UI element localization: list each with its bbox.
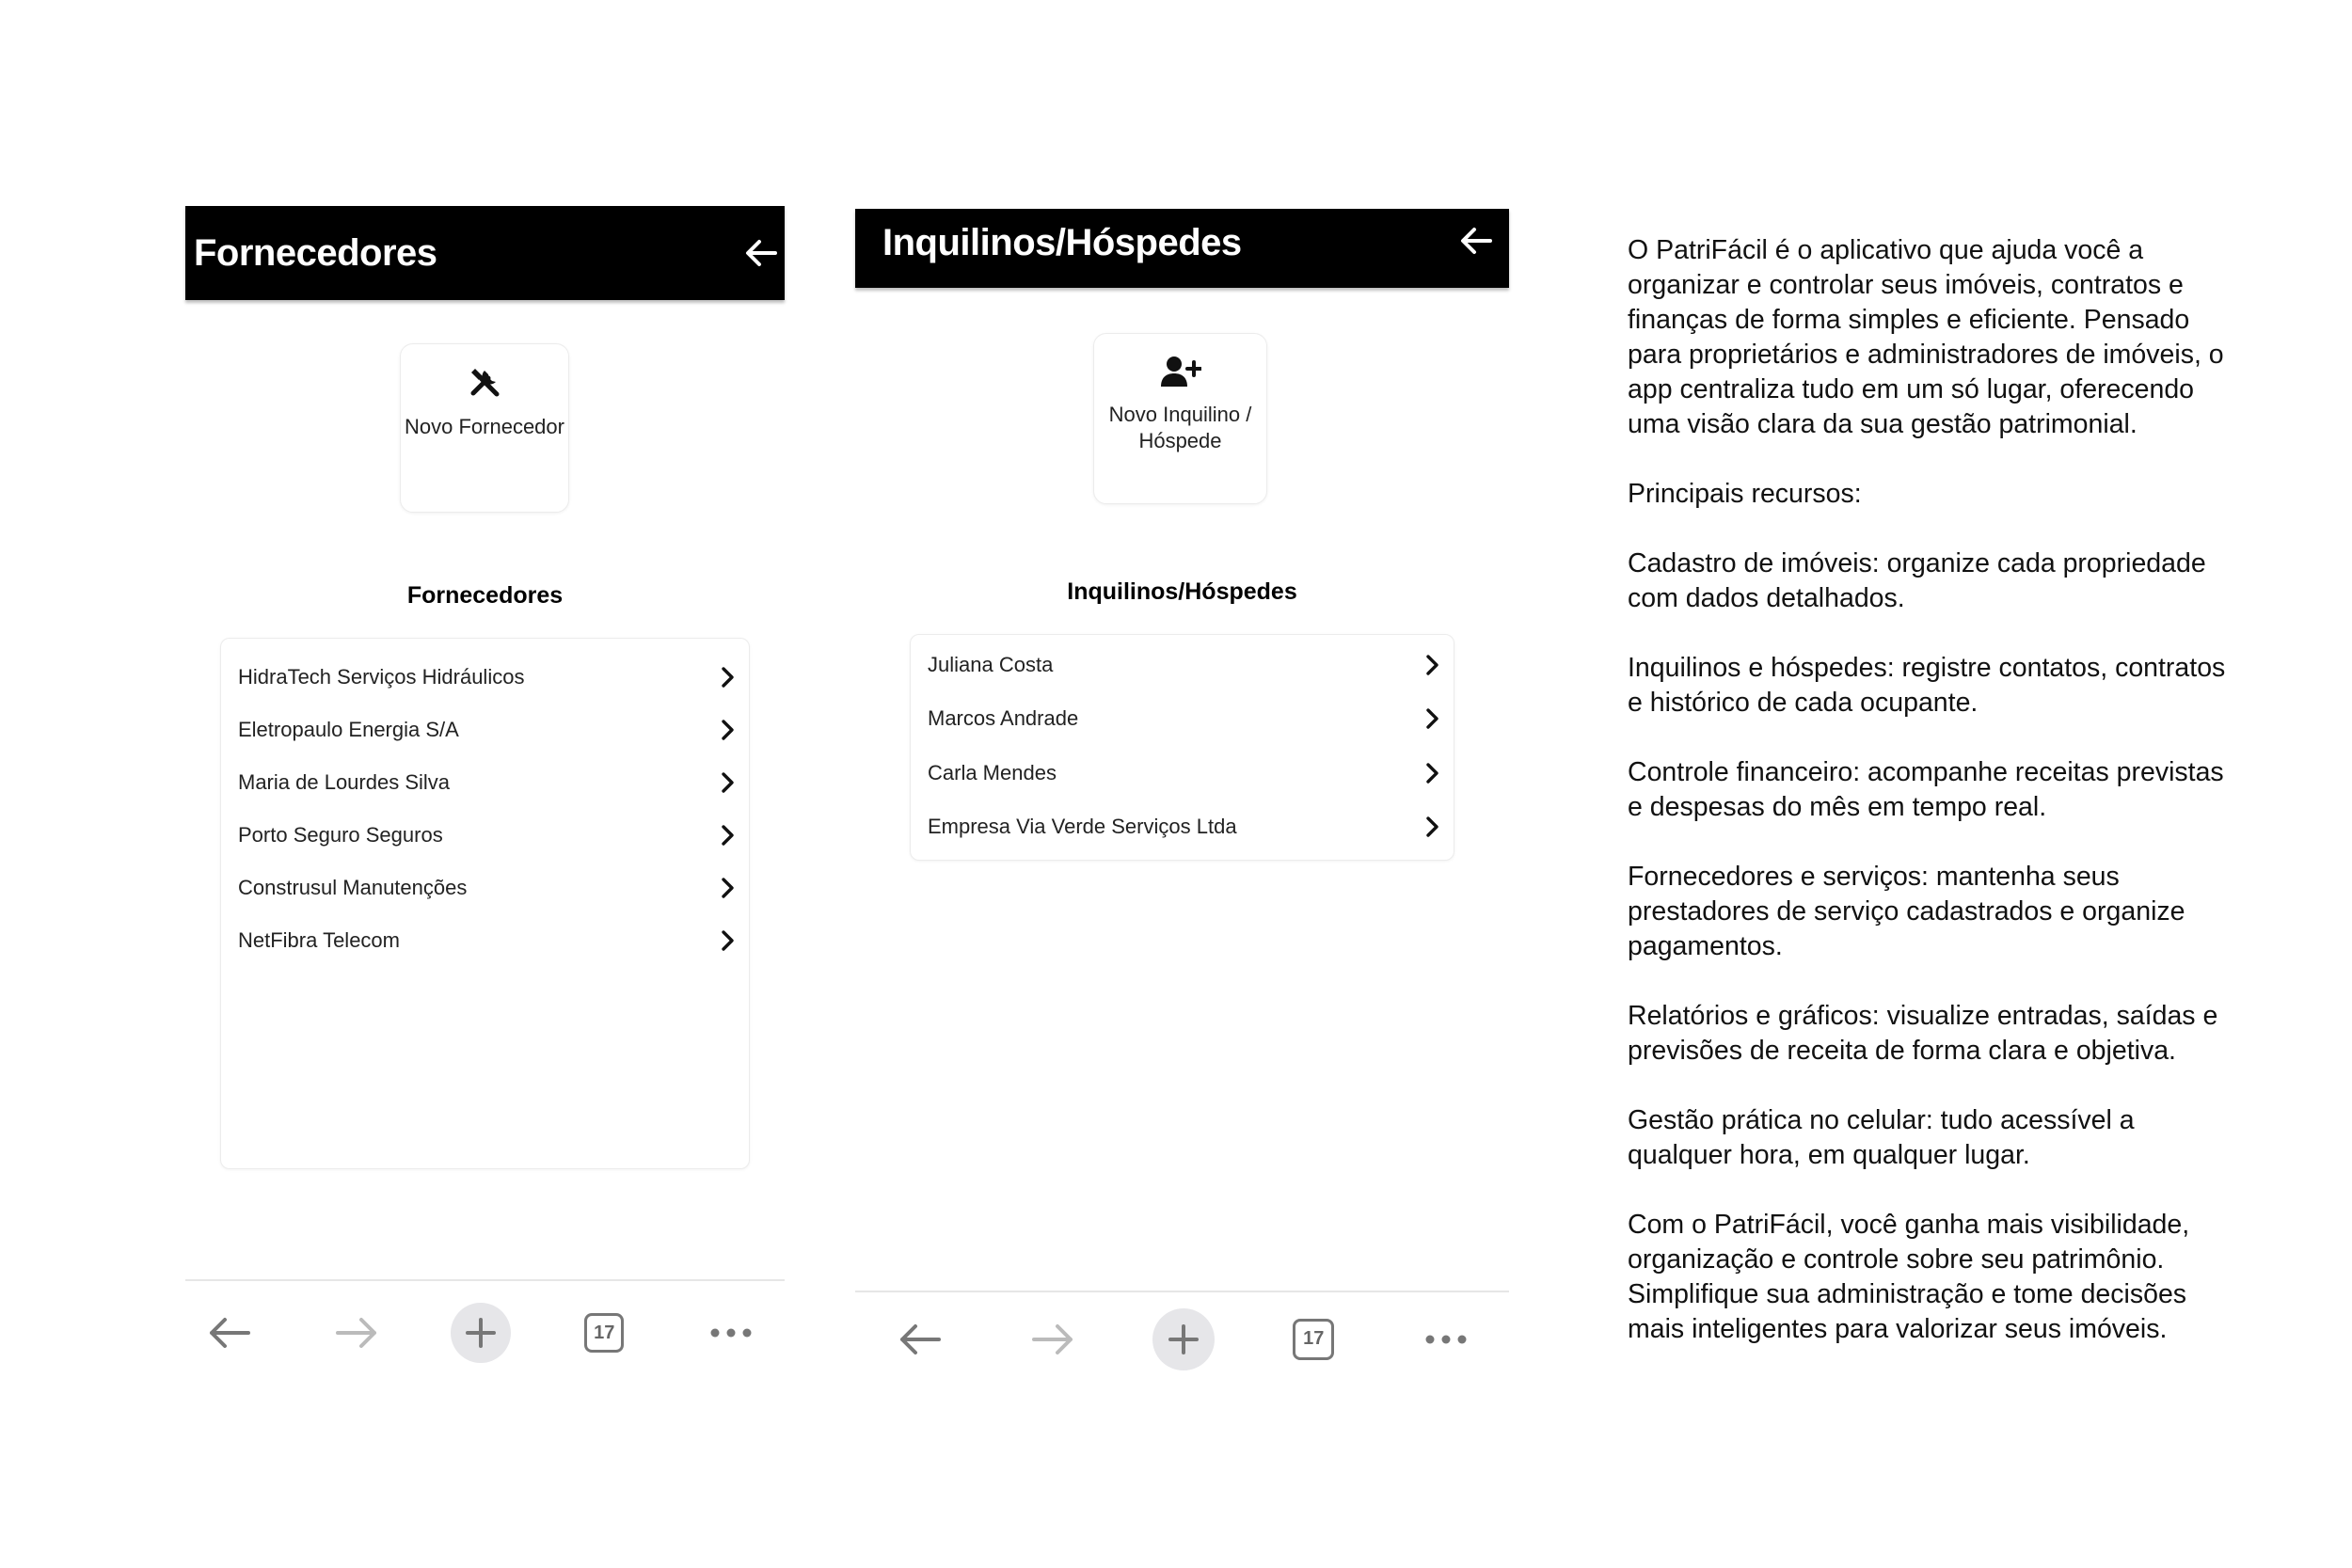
list-item[interactable] — [221, 651, 749, 704]
back-button[interactable] — [1460, 227, 1492, 255]
list-item[interactable] — [911, 638, 1454, 692]
plus-icon — [465, 1317, 497, 1349]
browser-toolbar — [185, 1279, 785, 1385]
tenants-list — [910, 634, 1454, 861]
arrow-left-icon — [208, 1316, 251, 1350]
new-tab-button[interactable] — [451, 1303, 511, 1363]
chevron-right-icon — [721, 666, 736, 689]
tenants-screen — [855, 209, 1509, 1384]
app-description — [1628, 233, 2239, 1364]
description-paragraph: Controle financeiro: acompanhe receitas previstas e despesas do mês em tempo real. — [1628, 757, 2224, 822]
description-paragraph: O PatriFácil é o aplicativo que ajuda você a organizar e controlar seus imóveis, contratos e finanças de forma simples e eficiente. Pensado para proprietários e administradores de imóveis, o app centraliza tudo em um só lugar, oferecendo uma visão clara da sua gestão patrimonial. — [1628, 235, 2224, 439]
list-item-label: Maria de Lourdes Silva — [238, 770, 451, 794]
tabs-count: 17 — [584, 1313, 624, 1353]
tabs-button[interactable] — [1280, 1307, 1346, 1372]
chevron-right-icon — [721, 771, 736, 794]
list-item[interactable] — [221, 809, 749, 862]
new-tab-button[interactable] — [1152, 1308, 1215, 1370]
arrow-left-icon — [1460, 227, 1492, 255]
app-header — [855, 209, 1509, 288]
browser-back-button[interactable] — [887, 1307, 953, 1372]
browser-toolbar — [855, 1291, 1509, 1386]
list-item-label: Construsul Manutenções — [238, 876, 468, 899]
description-paragraph: Principais recursos: — [1628, 479, 1862, 509]
list-item-label: Eletropaulo Energia S/A — [238, 718, 459, 741]
chevron-right-icon — [1425, 816, 1440, 838]
description-paragraph: Gestão prática no celular: tudo acessível a qualquer hora, em qualquer lugar. — [1628, 1105, 2135, 1170]
chevron-right-icon — [1425, 654, 1440, 676]
new-tenant-label: Novo Inquilino / Hóspede — [1108, 403, 1252, 452]
description-paragraph: Inquilinos e hóspedes: registre contatos, contratos e histórico de cada ocupante. — [1628, 653, 2226, 718]
more-icon — [1424, 1334, 1468, 1345]
more-icon — [709, 1327, 753, 1338]
tabs-button[interactable] — [571, 1300, 637, 1366]
arrow-left-icon — [898, 1323, 942, 1356]
list-item[interactable] — [221, 862, 749, 914]
plus-icon — [1168, 1323, 1200, 1355]
description-paragraph: Cadastro de imóveis: organize cada propriedade com dados detalhados. — [1628, 548, 2206, 613]
browser-forward-button[interactable] — [1020, 1307, 1086, 1372]
list-item-label: HidraTech Serviços Hidráulicos — [238, 665, 525, 689]
chevron-right-icon — [1425, 707, 1440, 730]
list-item-label: Marcos Andrade — [928, 706, 1079, 731]
list-item-label: NetFibra Telecom — [238, 928, 400, 952]
section-title: Inquilinos/Hóspedes — [1067, 578, 1297, 605]
new-tenant-button[interactable] — [1093, 333, 1267, 504]
page-title: Inquilinos/Hóspedes — [882, 221, 1242, 263]
new-supplier-label: Novo Fornecedor — [405, 415, 564, 438]
list-item[interactable] — [221, 914, 749, 967]
list-item-label: Porto Seguro Seguros — [238, 823, 443, 847]
chevron-right-icon — [721, 929, 736, 952]
list-item-label: Carla Mendes — [928, 760, 1057, 784]
tools-icon — [466, 363, 503, 401]
browser-back-button[interactable] — [197, 1300, 262, 1366]
back-button[interactable] — [745, 239, 777, 267]
chevron-right-icon — [721, 719, 736, 741]
description-paragraph: Fornecedores e serviços: mantenha seus prestadores de serviço cadastrados e organize pagamentos. — [1628, 862, 2185, 961]
browser-forward-button[interactable] — [324, 1300, 389, 1366]
new-supplier-button[interactable] — [400, 343, 569, 513]
list-item[interactable] — [911, 746, 1454, 800]
list-item[interactable] — [911, 800, 1454, 855]
list-item[interactable] — [911, 692, 1454, 747]
list-item-label: Juliana Costa — [928, 652, 1054, 676]
page-title: Fornecedores — [194, 231, 437, 274]
section-title: Fornecedores — [406, 582, 564, 609]
more-button[interactable] — [698, 1300, 764, 1366]
app-header — [185, 206, 785, 300]
list-item-label: Empresa Via Verde Serviços Ltda — [928, 815, 1237, 839]
chevron-right-icon — [721, 824, 736, 847]
description-paragraph: Relatórios e gráficos: visualize entradas, saídas e previsões de receita de forma clara e objetiva. — [1628, 1001, 2218, 1066]
suppliers-list — [220, 638, 750, 1169]
arrow-right-icon — [1031, 1323, 1074, 1356]
description-paragraph: Com o PatriFácil, você ganha mais visibilidade, organização e controle sobre seu patrimônio. Simplifique sua administração e tome decisões mais inteligentes para valorizar seus imóveis. — [1628, 1210, 2190, 1344]
suppliers-screen — [185, 206, 785, 1384]
user-plus-icon — [1160, 355, 1201, 388]
tabs-count: 17 — [1293, 1319, 1334, 1360]
chevron-right-icon — [721, 877, 736, 899]
list-item[interactable] — [221, 756, 749, 809]
arrow-right-icon — [335, 1316, 378, 1350]
list-item[interactable] — [221, 704, 749, 756]
arrow-left-icon — [745, 239, 777, 267]
chevron-right-icon — [1425, 762, 1440, 784]
more-button[interactable] — [1413, 1307, 1479, 1372]
